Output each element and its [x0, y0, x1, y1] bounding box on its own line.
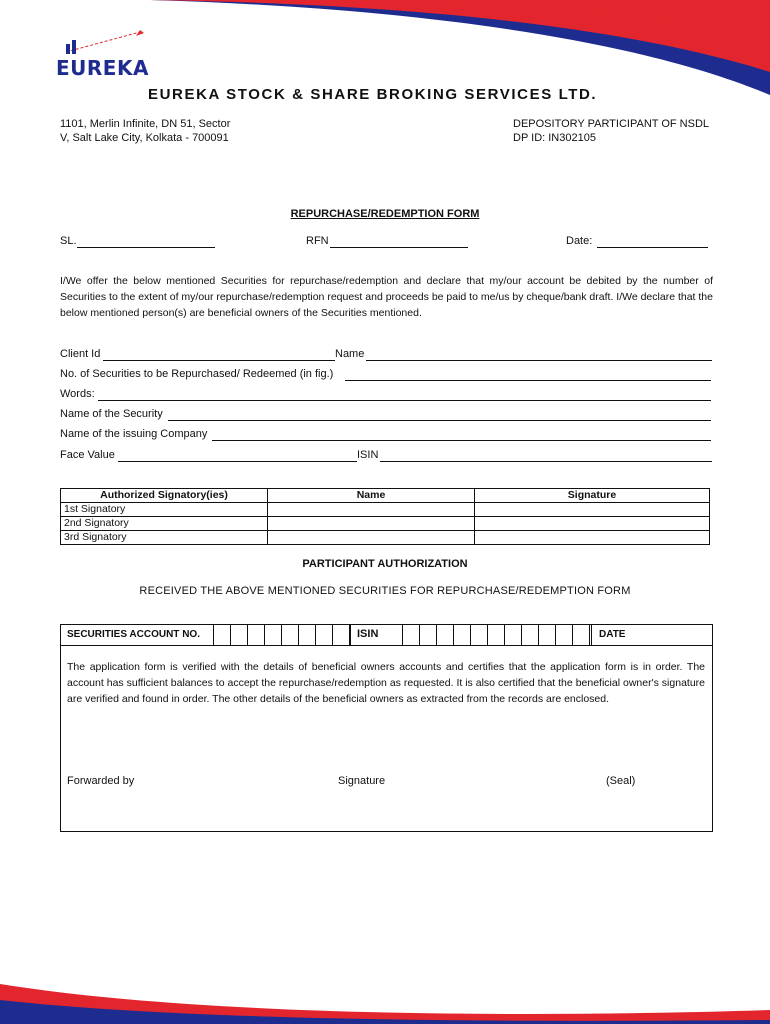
signatory-signature-cell[interactable]	[475, 531, 710, 545]
signatory-table-header	[61, 489, 710, 503]
account-digit-cell[interactable]	[316, 625, 333, 645]
isin-digit-cell[interactable]	[420, 625, 437, 645]
account-digit-cell[interactable]	[231, 625, 248, 645]
isin-field[interactable]	[380, 461, 712, 462]
authorization-title: PARTICIPANT AUTHORIZATION	[302, 558, 468, 570]
issuing-company-field[interactable]	[212, 440, 711, 441]
received-text: RECEIVED THE ABOVE MENTIONED SECURITIES FOR REPURCHASE/REDEMPTION FORM	[139, 585, 631, 597]
header-signature: Signature	[475, 489, 710, 503]
isin-digit-cell[interactable]	[403, 625, 420, 645]
signatory-row-label: 3rd Signatory	[61, 531, 268, 545]
forwarded-by-label: Forwarded by	[67, 775, 135, 787]
isin-digit-cell[interactable]	[573, 625, 590, 645]
issuing-company-label: Name of the issuing Company	[60, 428, 208, 440]
isin-digit-cell[interactable]	[539, 625, 556, 645]
header-name: Name	[268, 489, 475, 503]
isin-digit-cell[interactable]	[522, 625, 539, 645]
sl-label: SL.	[60, 235, 77, 247]
table-row	[61, 517, 710, 531]
security-name-field[interactable]	[168, 420, 711, 421]
rfn-field[interactable]	[330, 247, 468, 248]
isin-strip-label: ISIN	[357, 628, 379, 640]
header-authorized-signatory: Authorized Signatory(ies)	[61, 489, 268, 503]
verification-text: The application form is verified with the details of beneficial owners accounts and certifies that the application form is in order. The account has sufficient balances to accept the repurchase/redemption as requested. It is also certified that the beneficial owner's signature are verified and found in order. The other details of the beneficial owners as extracted from the records are enclosed.	[67, 661, 705, 705]
face-value-field[interactable]	[118, 461, 357, 462]
face-value-label: Face Value	[60, 449, 115, 461]
num-securities-field[interactable]	[345, 380, 711, 381]
seal-label: (Seal)	[606, 775, 636, 787]
signatory-signature-cell[interactable]	[475, 503, 710, 517]
date-label: Date:	[566, 235, 593, 247]
label-divider	[61, 625, 214, 645]
isin-digit-cell[interactable]	[454, 625, 471, 645]
signatory-table	[60, 488, 710, 545]
num-securities-label: No. of Securities to be Repurchased/ Redeemed (in fig.)	[60, 368, 334, 380]
client-id-field[interactable]	[103, 360, 335, 361]
isin-digit-cell[interactable]	[556, 625, 573, 645]
isin-digit-cell[interactable]	[488, 625, 505, 645]
signatory-name-cell[interactable]	[268, 517, 475, 531]
signatory-row-label: 1st Signatory	[61, 503, 268, 517]
account-strip	[61, 625, 712, 646]
signature-label: Signature	[338, 775, 386, 787]
account-digit-cell[interactable]	[214, 625, 231, 645]
isin-divider	[350, 625, 352, 645]
logo-text: EUREKA	[56, 56, 149, 80]
words-field[interactable]	[98, 400, 711, 401]
rfn-label: RFN	[306, 235, 329, 247]
company-name: EUREKA STOCK & SHARE BROKING SERVICES LTD.	[148, 86, 598, 103]
client-id-label: Client Id	[60, 348, 101, 360]
table-row	[61, 503, 710, 517]
table-row	[61, 531, 710, 545]
signatory-name-cell[interactable]	[268, 531, 475, 545]
isin-digit-cell[interactable]	[471, 625, 488, 645]
securities-account-label: SECURITIES ACCOUNT NO.	[67, 629, 200, 640]
footer-swoosh	[0, 960, 770, 1024]
company-logo	[54, 30, 154, 80]
declaration-text: I/We offer the below mentioned Securities for repurchase/redemption and declare that my/our account be debited by the number of Securities to the extent of my/our repurchase/redemption request and proceeds be paid to me/us by cheque/bank draft. I/We declare that the below mentioned person(s) are beneficial owners of the Securities mentioned.	[60, 275, 713, 319]
account-digit-cell[interactable]	[333, 625, 350, 645]
authorization-box	[60, 624, 713, 832]
form-title: REPURCHASE/REDEMPTION FORM	[290, 208, 480, 220]
account-digit-cell[interactable]	[299, 625, 316, 645]
isin-label: ISIN	[357, 449, 379, 461]
name-label: Name	[335, 348, 365, 360]
signatory-name-cell[interactable]	[268, 503, 475, 517]
date-strip-label: DATE	[599, 629, 626, 640]
signatory-row-label: 2nd Signatory	[61, 517, 268, 531]
isin-digit-cell[interactable]	[437, 625, 454, 645]
security-name-label: Name of the Security	[60, 408, 163, 420]
sl-field[interactable]	[77, 247, 215, 248]
account-digit-cell[interactable]	[282, 625, 299, 645]
account-digit-cell[interactable]	[248, 625, 265, 645]
address-line-2: V, Salt Lake City, Kolkata - 700091	[60, 132, 229, 144]
account-digit-cell[interactable]	[265, 625, 282, 645]
date-field[interactable]	[597, 247, 708, 248]
address-line-1: 1101, Merlin Infinite, DN 51, Sector	[60, 118, 231, 130]
isin-digit-cell[interactable]	[386, 625, 403, 645]
dp-line-2: DP ID: IN302105	[513, 132, 596, 144]
isin-digit-cell[interactable]	[505, 625, 522, 645]
signatory-signature-cell[interactable]	[475, 517, 710, 531]
name-field[interactable]	[366, 360, 712, 361]
date-divider	[591, 625, 593, 645]
words-label: Words:	[60, 388, 95, 400]
dp-line-1: DEPOSITORY PARTICIPANT OF NSDL	[513, 118, 710, 130]
